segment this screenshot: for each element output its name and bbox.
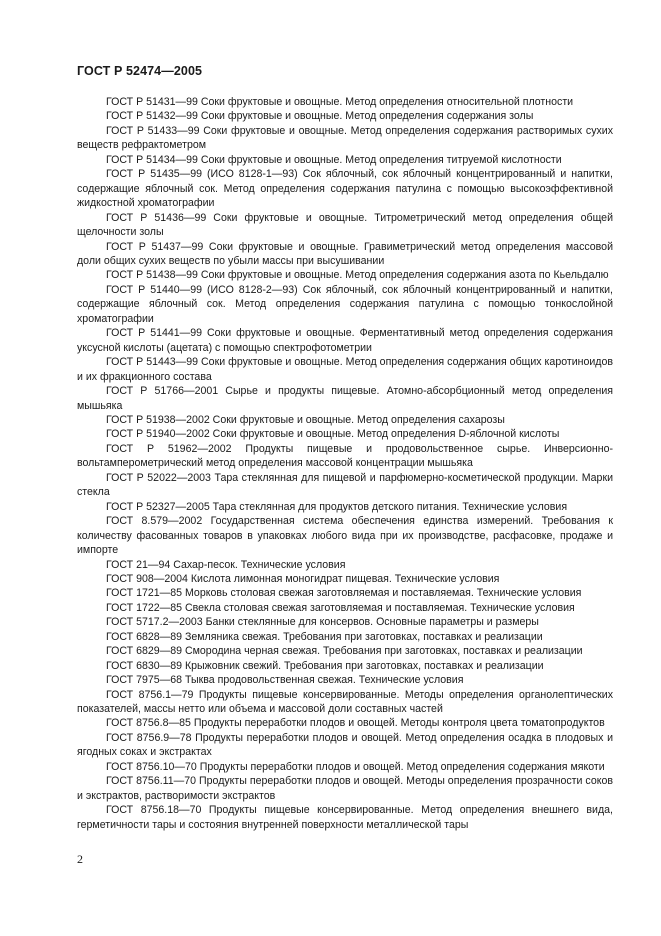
reference-entry: ГОСТ 1721—85 Морковь столовая свежая заготовляемая и поставляемая. Технические условия	[106, 587, 582, 600]
reference-entry: ГОСТ 8.579—2002 Государственная система обеспечения единства измерений. Требования к количеству фасованных товаров в упаковках любого вида при их производстве, расфасовке, продаже и импорте	[77, 515, 613, 557]
reference-entry: ГОСТ Р 51435—99 (ИСО 8128-1—93) Сок яблочный, сок яблочный концентрированный и напитки, содержащие яблочный сок. Метод определения содержания патулина с помощью высокоэффективной жидкостной хроматографии	[77, 168, 613, 210]
reference-entry: ГОСТ 1722—85 Свекла столовая свежая заготовляемая и поставляемая. Технические условия	[106, 601, 575, 614]
reference-entry: ГОСТ Р 51441—99 Соки фруктовые и овощные. Ферментативный метод определения содержания уксусной кислоты (ацетата) с помощью спектрофотометрии	[77, 327, 613, 354]
reference-entry: ГОСТ 8756.10—70 Продукты переработки плодов и овощей. Метод определения содержания мякоти	[106, 760, 605, 773]
reference-entry: ГОСТ Р 51962—2002 Продукты пищевые и продовольственное сырье. Инверсионно-вольтамперометрический метод определения массовой концентрации мышьяка	[77, 442, 613, 470]
reference-entry: ГОСТ 7975—68 Тыква продовольственная свежая. Технические условия	[106, 674, 464, 687]
reference-entry: ГОСТ 8756.11—70 Продукты переработки плодов и овощей. Методы определения прозрачности соков и экстрактов, растворимости экстрактов	[77, 775, 613, 802]
references-list	[77, 95, 613, 832]
reference-entry: ГОСТ 8756.18—70 Продукты пищевые консервированные. Метод определения внешнего вида, герметичности тары и состояния внутренней поверхности металлической тары	[77, 804, 613, 831]
reference-entry: ГОСТ Р 51432—99 Соки фруктовые и овощные. Метод определения содержания золы	[106, 110, 534, 123]
reference-entry: ГОСТ 5717.2—2003 Банки стеклянные для консервов. Основные параметры и размеры	[106, 616, 539, 629]
reference-entry: ГОСТ 6830—89 Крыжовник свежий. Требования при заготовках, поставках и реализации	[106, 659, 544, 672]
reference-entry: ГОСТ Р 52327—2005 Тара стеклянная для продуктов детского питания. Технические условия	[106, 500, 568, 513]
reference-entry: ГОСТ Р 51440—99 (ИСО 8128-2—93) Сок яблочный, сок яблочный концентрированный и напитки, содержащие яблочный сок. Метод определения содержания патулина с помощью тонкослойной хроматографии	[77, 283, 613, 325]
reference-entry: ГОСТ Р 51938—2002 Соки фруктовые и овощные. Метод определения сахарозы	[106, 413, 505, 426]
reference-entry: ГОСТ Р 51431—99 Соки фруктовые и овощные. Метод определения относительной плотности	[106, 96, 574, 108]
reference-entry: ГОСТ Р 51433—99 Соки фруктовые и овощные. Метод определения содержания растворимых сухих веществ рефрактометром	[77, 124, 613, 152]
reference-entry: ГОСТ Р 51438—99 Соки фруктовые и овощные. Метод определения содержания азота по Кьельдалю	[106, 269, 609, 282]
reference-entry: ГОСТ Р 51437—99 Соки фруктовые и овощные. Гравиметрический метод определения массовой доли общих сухих веществ по убыли массы при высушивании	[77, 240, 613, 267]
reference-entry: ГОСТ 8756.1—79 Продукты пищевые консервированные. Методы определения органолептических показателей, массы нетто или объема и массовой доли составных частей	[77, 688, 613, 716]
document-header: ГОСТ Р 52474—2005	[77, 64, 203, 78]
reference-entry: ГОСТ 6829—89 Смородина черная свежая. Требования при заготовках, поставках и реализации	[106, 645, 583, 658]
reference-entry: ГОСТ Р 52022—2003 Тара стеклянная для пищевой и парфюмерно-косметической продукции. Марки стекла	[77, 471, 613, 499]
page-number: 2	[77, 852, 83, 866]
reference-entry: ГОСТ Р 51436—99 Соки фруктовые и овощные. Титрометрический метод определения общей щелочности золы	[77, 211, 613, 239]
reference-entry: ГОСТ 8756.8—85 Продукты переработки плодов и овощей. Методы контроля цвета томатопродуктов	[106, 717, 605, 730]
reference-entry: ГОСТ 908—2004 Кислота лимонная моногидрат пищевая. Технические условия	[106, 572, 500, 585]
reference-entry: ГОСТ Р 51443—99 Соки фруктовые и овощные. Метод определения содержания общих каротиноидов и их фракционного состава	[77, 356, 613, 383]
reference-entry: ГОСТ 6828—89 Земляника свежая. Требования при заготовках, поставках и реализации	[106, 630, 543, 643]
reference-entry: ГОСТ 21—94 Сахар-песок. Технические условия	[106, 558, 346, 571]
reference-entry: ГОСТ Р 51766—2001 Сырье и продукты пищевые. Атомно-абсорбционный метод определения мышьяка	[77, 385, 613, 412]
reference-entry: ГОСТ Р 51940—2002 Соки фруктовые и овощные. Метод определения D-яблочной кислоты	[106, 428, 560, 441]
reference-entry: ГОСТ 8756.9—78 Продукты переработки плодов и овощей. Метод определения осадка в плодовых и ягодных соках и экстрактах	[77, 731, 613, 759]
reference-entry: ГОСТ Р 51434—99 Соки фруктовые и овощные. Метод определения титруемой кислотности	[106, 153, 562, 166]
